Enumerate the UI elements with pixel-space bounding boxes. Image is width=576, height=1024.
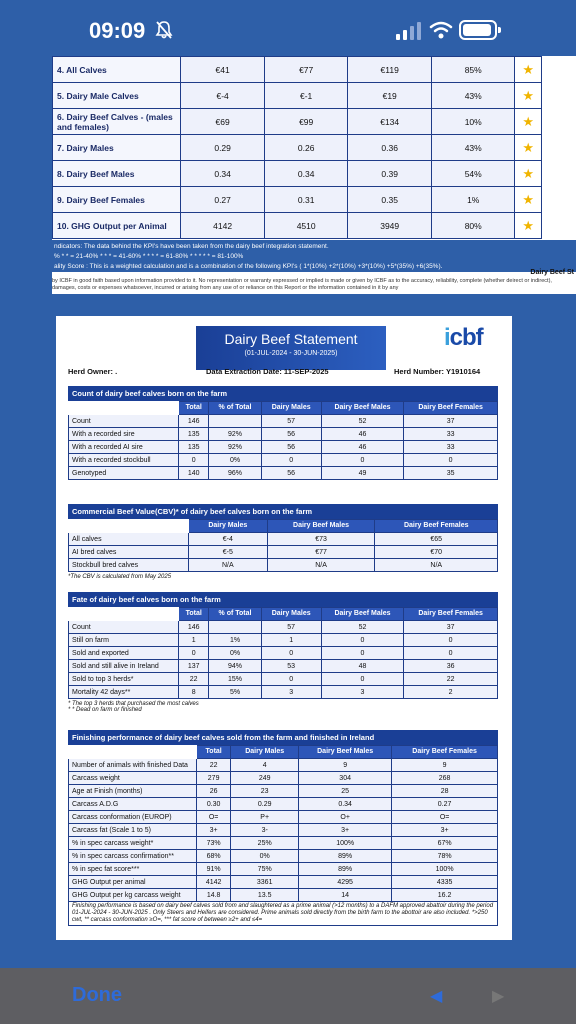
table-cell: 146 [179,415,209,428]
cbv-footnote: *The CBV is calculated from May 2025 [68,574,172,580]
finish-section [68,730,498,926]
column-header: Dairy Males [231,746,299,759]
table-cell: 56 [261,441,321,454]
table-cell: €73 [267,533,375,546]
column-header: Dairy Beef Males [299,746,392,759]
notes-page-title: Dairy Beef St [530,269,574,276]
star-icon: ★ [515,135,542,161]
table-cell: 0 [261,454,321,467]
star-icon: ★ [515,187,542,213]
table-cell: 137 [179,660,209,673]
status-bar [0,0,576,56]
wifi-icon [429,20,453,40]
table-cell: 46 [321,428,404,441]
table-cell: 67% [392,837,498,850]
table-cell: 0 [321,454,404,467]
statement-banner [196,326,386,370]
table-cell: 0.29 [231,798,299,811]
row-label: Carcass weight [69,772,197,785]
table-cell: 35 [404,467,498,480]
table-cell: 100% [299,837,392,850]
table-header-blank [69,402,179,415]
column-header: Dairy Beef Males [267,520,375,533]
table-cell: €-4 [189,533,268,546]
kpi-value: €69 [181,109,265,135]
icbf-logo: icbf [444,324,483,351]
star-icon: ★ [515,161,542,187]
table-cell: 73% [197,837,231,850]
count-section [68,386,498,480]
table-cell: 16.2 [392,889,498,902]
table-cell: 0 [404,647,498,660]
star-icon: ★ [515,83,542,109]
row-label: Sold and exported [69,647,179,660]
table-header-blank [69,746,197,759]
column-header: Dairy Beef Females [392,746,498,759]
table-row [69,660,498,673]
count-table [68,401,498,480]
table-cell: N/A [267,559,375,572]
table-cell: 14 [299,889,392,902]
dairy-beef-statement-page [56,316,512,940]
table-row [69,850,498,863]
table-header-row [69,608,498,621]
cellular-signal-icon [396,22,422,40]
table-row [69,785,498,798]
table-cell: 53 [261,660,321,673]
kpi-value: 0.39 [348,161,432,187]
table-cell: 15% [209,673,261,686]
table-cell: 8 [179,686,209,699]
kpi-label: 5. Dairy Male Calves [53,83,181,109]
table-row [69,454,498,467]
table-cell: 4295 [299,876,392,889]
table-row [69,686,498,699]
table-row [69,546,498,559]
kpi-value: €134 [348,109,432,135]
kpi-percent: 43% [431,83,515,109]
table-cell: 0% [231,850,299,863]
table-cell: 268 [392,772,498,785]
row-label: With a recorded stockbull [69,454,179,467]
fate-section [68,592,498,713]
table-header-row [69,746,498,759]
table-cell: N/A [189,559,268,572]
table-cell: 78% [392,850,498,863]
table-cell: P+ [231,811,299,824]
kpi-percent: 85% [431,57,515,83]
herd-number: Herd Number: Y1910164 [394,367,481,376]
table-cell: 57 [261,415,321,428]
table-cell: 0 [404,454,498,467]
table-cell: €70 [375,546,498,559]
table-cell: 279 [197,772,231,785]
row-label: Still on farm [69,634,179,647]
next-arrow-icon[interactable]: ▶ [492,988,505,1005]
clock: 09:09 [89,18,146,43]
kpi-value: €-1 [264,83,348,109]
cbv-section-title: Commercial Beef Value(CBV)* of dairy beef calves born on the farm [68,504,498,519]
row-label: GHG Output per animal [69,876,197,889]
table-cell: 146 [179,621,209,634]
kpi-value: €-4 [181,83,265,109]
row-label: % in spec carcass confirmation** [69,850,197,863]
kpi-value: 0.31 [264,187,348,213]
row-label: Carcass A.D.G [69,798,197,811]
table-cell: 0 [321,647,404,660]
column-header: Dairy Males [261,608,321,621]
table-cell: 3+ [299,824,392,837]
kpi-row [53,213,542,239]
kpi-row [53,135,542,161]
table-cell: O+ [299,811,392,824]
table-cell: 249 [231,772,299,785]
kpi-row [53,161,542,187]
battery-icon [459,20,497,40]
table-cell: 96% [209,467,261,480]
table-row [69,634,498,647]
table-cell: 92% [209,428,261,441]
table-header-row [69,520,498,533]
fate-table [68,607,498,699]
kpi-percent: 43% [431,135,515,161]
table-cell: 26 [197,785,231,798]
column-header: % of Total [209,402,261,415]
notes-line-3: ality Score : This is a weighted calculation and is a combination of the following KPI's ( 1*(10%) +2*(10%) +3*(10%) +5*(35%) +6(35%). [52,262,576,272]
kpi-value: €19 [348,83,432,109]
star-icon: ★ [515,213,542,239]
table-cell: 48 [321,660,404,673]
kpi-value: €41 [181,57,265,83]
kpi-percent: 1% [431,187,515,213]
column-header: Dairy Beef Males [321,608,404,621]
table-row [69,889,498,902]
row-label: Stockbull bred calves [69,559,189,572]
table-cell: 49 [321,467,404,480]
table-cell: O= [197,811,231,824]
table-row [69,441,498,454]
table-row [69,428,498,441]
row-label: With a recorded AI sire [69,441,179,454]
statement-date-range: (01-JUL-2024 - 30-JUN-2025) [244,350,338,357]
disclaimer: by ICBF in good faith based upon information provided to it. No representation or warranty expressed or implied is made or given by ICBF as to the accuracy, reliability, complete (whether deirect or indirect), damages, costs or expenses whatsoever, incurred or arising from any use of or reliance on this Report or the information contained in it by any [52,278,552,291]
table-cell: 13.5 [231,889,299,902]
row-label: % in spec carcass weight* [69,837,197,850]
fate-section-title: Fate of dairy beef calves born on the farm [68,592,498,607]
table-cell: 0 [404,634,498,647]
kpi-label: 6. Dairy Beef Calves - (males and females) [53,109,181,135]
table-cell: 3- [231,824,299,837]
table-cell: 0.27 [392,798,498,811]
done-button[interactable]: Done [72,984,122,1006]
row-label: Carcass fat (Scale 1 to 5) [69,824,197,837]
table-cell: O= [392,811,498,824]
table-cell: 304 [299,772,392,785]
table-cell: 135 [179,428,209,441]
table-cell: 0 [321,634,404,647]
table-cell: 3+ [197,824,231,837]
herd-owner: Herd Owner: . [68,367,118,376]
column-header: Dairy Beef Males [321,402,404,415]
column-header: Dairy Beef Females [404,402,498,415]
table-cell: 0.34 [299,798,392,811]
table-cell: 14.8 [197,889,231,902]
kpi-row [53,57,542,83]
row-label: Mortality 42 days** [69,686,179,699]
row-label: Carcass conformation (EUROP) [69,811,197,824]
table-row [69,647,498,660]
table-cell: €77 [267,546,375,559]
table-cell: 3 [321,686,404,699]
table-cell: 0 [261,673,321,686]
table-cell: 36 [404,660,498,673]
finish-section-title: Finishing performance of dairy beef calves sold from the farm and finished in Ireland [68,730,498,745]
extraction-date: Data Extraction Date: 11-SEP-2025 [206,367,329,376]
table-row [69,798,498,811]
table-cell: 28 [392,785,498,798]
row-label: AI bred calves [69,546,189,559]
table-row [69,811,498,824]
kpi-value: €99 [264,109,348,135]
table-cell: 0 [179,647,209,660]
kpi-row [53,109,542,135]
table-cell: 89% [299,850,392,863]
table-cell: 22 [197,759,231,772]
row-label: With a recorded sire [69,428,179,441]
table-row [69,876,498,889]
row-label: All calves [69,533,189,546]
table-cell: 3+ [392,824,498,837]
notes-line-1: ndicators: The data behind the KPI's have been taken from the dairy beef integration statement. [52,242,576,252]
kpi-label: 9. Dairy Beef Females [53,187,181,213]
table-cell: 9 [392,759,498,772]
kpi-row [53,83,542,109]
table-row [69,673,498,686]
table-cell: 57 [261,621,321,634]
table-cell: 4335 [392,876,498,889]
kpi-label: 4. All Calves [53,57,181,83]
column-header: % of Total [209,608,261,621]
table-row [69,824,498,837]
table-cell: 89% [299,863,392,876]
kpi-percent: 10% [431,109,515,135]
cbv-table [68,519,498,572]
kpi-value: 0.27 [181,187,265,213]
table-cell: €-5 [189,546,268,559]
table-row [69,863,498,876]
table-cell: 92% [209,441,261,454]
kpi-value: 0.34 [264,161,348,187]
table-cell: 4142 [197,876,231,889]
table-row [69,759,498,772]
row-label: Number of animals with finished Data [69,759,197,772]
fate-footnote-1: * The top 3 herds that purchased the most calves [68,701,199,707]
table-cell: 91% [197,863,231,876]
table-cell: 135 [179,441,209,454]
table-cell: 68% [197,850,231,863]
table-cell: 0.30 [197,798,231,811]
row-label: Genotyped [69,467,179,480]
table-cell: 94% [209,660,261,673]
table-cell: 52 [321,621,404,634]
kpi-value: 4142 [181,213,265,239]
table-cell: 0 [179,454,209,467]
kpi-row [53,187,542,213]
table-cell: 140 [179,467,209,480]
row-label: GHG Output per kg carcass weight [69,889,197,902]
table-cell: 0 [321,673,404,686]
table-cell [209,415,261,428]
kpi-label: 8. Dairy Beef Males [53,161,181,187]
table-cell: 5% [209,686,261,699]
row-label: Sold and still alive in Ireland [69,660,179,673]
table-cell: 3361 [231,876,299,889]
table-cell: 46 [321,441,404,454]
table-cell: 100% [392,863,498,876]
table-cell: 22 [179,673,209,686]
kpi-percent: 54% [431,161,515,187]
kpi-value: 0.34 [181,161,265,187]
row-label: % in spec fat score*** [69,863,197,876]
table-cell: 25% [231,837,299,850]
table-cell: 4 [231,759,299,772]
statement-title: Dairy Beef Statement [224,331,358,347]
table-cell: 25 [299,785,392,798]
bottom-toolbar [0,968,576,1024]
table-cell: 1% [209,634,261,647]
table-cell: 3 [261,686,321,699]
table-cell: 37 [404,621,498,634]
table-cell: N/A [375,559,498,572]
table-cell: 56 [261,467,321,480]
table-cell: 9 [299,759,392,772]
column-header: Total [179,402,209,415]
table-row [69,415,498,428]
table-row [69,559,498,572]
kpi-notes [52,242,576,294]
table-row [69,533,498,546]
notes-line-2: % * * = 21-40% * * * = 41-60% * * * * = 61-80% * * * * * = 81-100% [52,252,576,262]
table-cell: 56 [261,428,321,441]
column-header: Dairy Beef Females [404,608,498,621]
table-cell: 2 [404,686,498,699]
table-cell: 23 [231,785,299,798]
table-cell: 33 [404,441,498,454]
table-cell: 52 [321,415,404,428]
finish-table [68,745,498,902]
row-label: Count [69,415,179,428]
table-row [69,621,498,634]
kpi-value: 4510 [264,213,348,239]
kpi-value: €77 [264,57,348,83]
row-label: Sold to top 3 herds* [69,673,179,686]
kpi-value: €119 [348,57,432,83]
column-header: Dairy Beef Females [375,520,498,533]
star-icon: ★ [515,57,542,83]
column-header: Dairy Males [261,402,321,415]
column-header: Total [179,608,209,621]
column-header: Total [197,746,231,759]
kpi-label: 7. Dairy Males [53,135,181,161]
table-cell: 37 [404,415,498,428]
table-cell: 1 [261,634,321,647]
bell-slash-icon [154,20,174,40]
table-cell: 0% [209,454,261,467]
table-cell: 33 [404,428,498,441]
row-label: Age at Finish (months) [69,785,197,798]
fate-footnote-2: * * Dead on farm or finished [68,707,142,713]
table-cell: €65 [375,533,498,546]
kpi-value: 3949 [348,213,432,239]
column-header: Dairy Males [189,520,268,533]
table-header-row [69,402,498,415]
star-icon: ★ [515,109,542,135]
count-section-title: Count of dairy beef calves born on the farm [68,386,498,401]
kpi-percent: 80% [431,213,515,239]
kpi-value: 0.26 [264,135,348,161]
kpi-value: 0.35 [348,187,432,213]
kpi-label: 10. GHG Output per Animal [53,213,181,239]
table-cell: 75% [231,863,299,876]
table-cell: 0 [261,647,321,660]
kpi-value: 0.29 [181,135,265,161]
table-row [69,467,498,480]
previous-arrow-icon[interactable]: ◀ [430,988,443,1005]
kpi-table [52,56,542,239]
cbv-section [68,504,498,580]
finish-footnote: Finishing performance is based on dairy beef calves sold from and slaughtered as a prime animal (>12 months) to a DAFM approved abattoir during the period 01-JUL-2024 - 30-JUN-2025 . Only Steers and Heifers are considered. Prime animals sold directly from the birth farm to the abottoir are also included. *>250 cwt, ** carcass conformation ≥O=, *** fat score of between ≥2+ and ≤4= [68,902,498,926]
table-cell: 0% [209,647,261,660]
table-cell [209,621,261,634]
table-cell: 1 [179,634,209,647]
kpi-value: 0.36 [348,135,432,161]
row-label: Count [69,621,179,634]
table-row [69,772,498,785]
table-cell: 22 [404,673,498,686]
table-header-blank [69,608,179,621]
table-header-blank [69,520,189,533]
kpi-table-page [52,56,576,240]
table-row [69,837,498,850]
